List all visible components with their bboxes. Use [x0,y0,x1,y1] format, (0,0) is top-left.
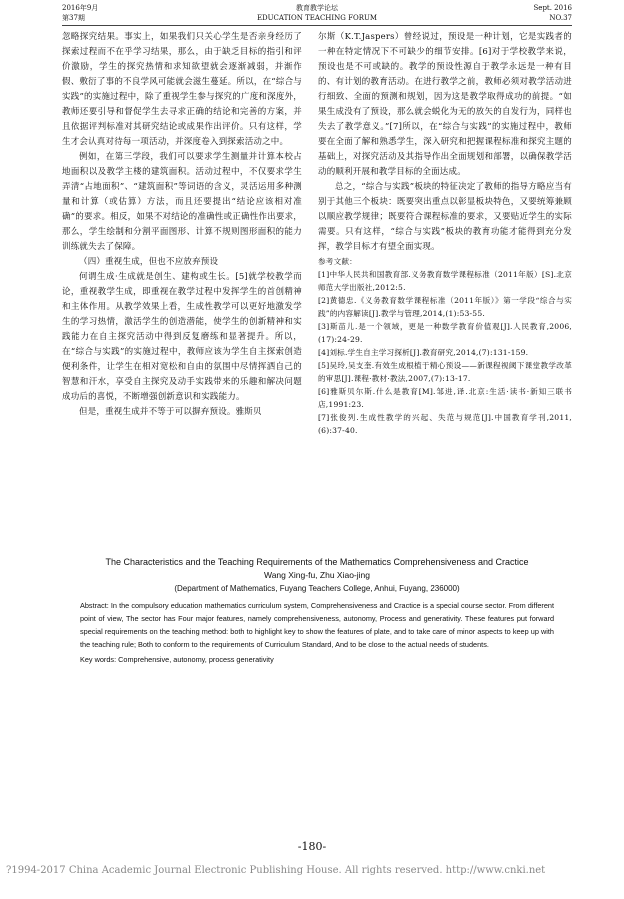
paragraph: 何谓生成·生成就是创生、建构或生长。[5]就学校教学而论，重视教学生成，即重视在教学过程中发挥学生的首创精神和主体作用。从教学效果上看，生成性教学可以更好地激发学生的学习热情，激活学生的创造潜能，使学生的创新精神和实践能力在自主探究活动中得到反复磨练和显著提升。所以，在“综合与实践”的实施过程中，教师应该为学生自主探索创造便利条件，让学生在相对宽松和自由的氛围中尽情挥洒自己的智慧和汗水，享受自主探究及动手实践带来的乐趣和解决问题成功后的喜悦，不断增强创新意识和实践能力。 [62,272,302,402]
header-right [534,3,573,23]
header-date-en: Sept. 2016 [533,4,572,12]
paragraph: 总之，“综合与实践”板块的特征决定了教师的指导方略应当有别于其他三个板块：既要突出重点以彰显板块特色，又要统筹兼顾以顺应教学规律；既要符合课程标准的要求，又要贴近学生的实际需要。只有这样，“综合与实践”板块的教育功能才能得到充分发挥，教学目标才有望全面实现。 [318,182,572,252]
header-number: NO.37 [549,14,572,22]
reference-item: [2]黄德忠.《义务教育数学课程标准（2011年版）》第一学段“综合与实践”的内容解读[J].教学与管理,2014,(1):53-55. [318,296,572,318]
english-affiliation: (Department of Mathematics, Fuyang Teachers College, Anhui, Fuyang, 236000) [174,584,460,593]
header-rule [62,25,572,26]
paragraph: 尔斯（K.T.Jaspers）曾经说过，预设是一种计划，它是实践者的一种在特定情况下不可缺少的细节安排。[6]对于学校教学来说，预设也是不可或缺的。教学的预设性源自于教学永远是一种有目的、有计划的教育活动。在进行教学之前，教师必须对教学活动进行细致、全面的预测和规划，因为这是教学取得成功的前提。“如果生成没有了预设，那么就会蜕化为无的放矢的自发行为，同样也失去了教学意义。”[7]所以，在“综合与实践”的实施过程中，教师要在全面了解和熟悉学生，深入研究和把握课程标准和探究主题的基础上，对探究活动及其指导作出全面规划和部署，以确保教学活动的顺利开展和教学目标的全面达成。 [318,32,572,177]
references [318,255,572,437]
english-title: The Characteristics and the Teaching Requirements of the Mathematics Comprehensiveness and Cractice [105,557,529,567]
paragraph: 忽略探究结果。事实上，如果我们只关心学生是否亲身经历了探索过程而不在乎学习结果，那么，由于缺乏目标的指引和评价激励，学生的探究热情和求知欲望就会逐渐减弱，并渐作假、敷衍了事的不良学风可能就会滋生蔓延。所以，在“综合与实践”的实施过程中，除了重视学生参与探究的广度和深度外，教师还要引导和督促学生去寻求正确的结论和完善的方案，并且依据评判标准对其研究结论或成果作出评价。只有这样，学生才会认真对待每一项活动，并深度卷入到探索活动之中。 [62,32,302,147]
references-label: 参考文献： [318,257,357,266]
copyright-footer: ?1994-2017 China Academic Journal Electronic Publishing House. All rights reserved. http://www.cnki.net [6,865,546,876]
journal-title-cn: 教育教学论坛 [296,4,338,12]
english-abstract: Abstract: In the compulsory education mathematics curriculum system, Comprehensiveness and Cractice is a special course sector. From different point of view, The sector has Four major features, namely comprehensiveness, autonomy, Process and generativity. These features put forward special requirements on the teaching method: both to highlight key to show the features of plate, and to take care of minor aspects to keep up with the teaching rule; Both to conform to the requirements of Curriculum Standard, And to be close to the actual needs of students. [80,601,554,649]
header-date: 2016年9月 [62,4,99,12]
left-column [62,30,302,420]
section-heading: （四）重视生成，但也不应放弃预设 [79,257,219,267]
reference-item: [1]中华人民共和国教育部.义务教育数学课程标准（2011年版）[S].北京师范大学出版社,2012:5. [318,270,572,292]
reference-item: [3]斯苗儿.是一个领域，更是一种数学教育价值观[J].人民教育,2006,(17):24-29. [318,322,572,344]
running-header [62,3,572,29]
english-keywords: Key words: Comprehensive, autonomy, process generativity [80,655,274,664]
right-column [318,30,572,437]
english-abstract-block [62,556,572,666]
reference-item: [6]雅斯贝尔斯.什么是教育[M].邹进,译.北京:生活·读书·新知三联书店,1991:23. [318,387,572,409]
reference-item: [4]刘标.学生自主学习探析[J].教育研究,2014,(7):131-159. [318,348,529,357]
paragraph: 但是，重视生成并不等于可以摒弃预设。雅斯贝 [79,407,262,417]
reference-item: [7]张俊列.生成性教学的兴起、失范与规范[J].中国教育学刊,2011,(6):37-40. [318,413,572,435]
page-number: -180- [297,840,327,853]
reference-item: [5]吴玲,吴支奎.有效生成根植于精心预设——新课程视阈下课堂教学改革的审思[J].课程·教材·教法,2007,(7):13-17. [318,361,572,383]
english-authors: Wang Xing-fu, Zhu Xiao-jing [264,570,370,580]
paragraph: 例如，在第三学段，我们可以要求学生测量并计算本校占地面积以及教学主楼的建筑面积。活动过程中，不仅要求学生弄清“占地面积”、“建筑面积”等词语的含义，灵活运用多种测量和计算（或估算）方法，而且还要提出“结论应该相对准确”的要求。相反，如果不对结论的准确性或正确性作出要求，那么，学生绘制和分割平面图形、计算不规则图形面积的能力训练就失去了保障。 [62,152,302,252]
journal-title-en: EDUCATION TEACHING FORUM [256,14,378,22]
header-issue: 第37期 [62,14,85,22]
header-center [62,3,572,23]
